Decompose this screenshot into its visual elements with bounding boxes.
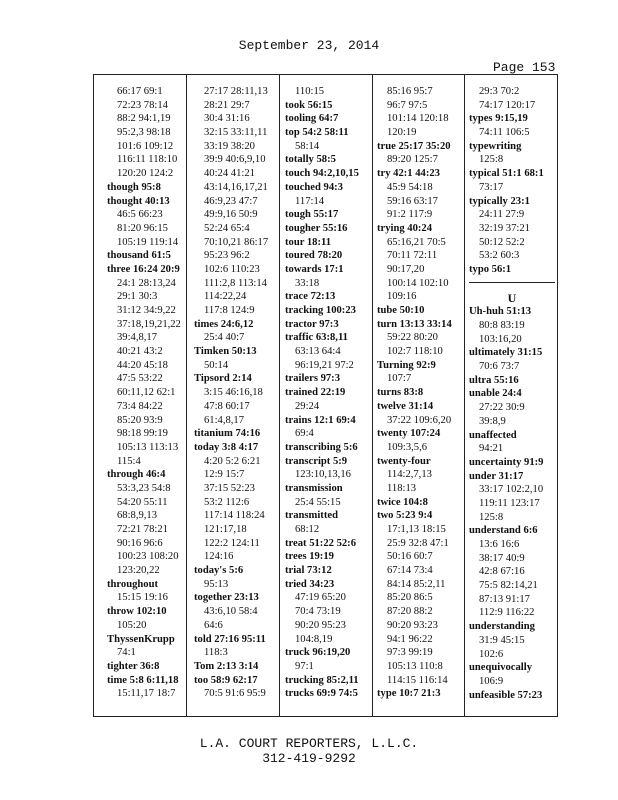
index-entry-term: twelve 31:14	[377, 400, 434, 412]
index-entry-locator: 97:3 99:19	[387, 647, 433, 659]
index-entry-term: understand 6:6	[469, 525, 538, 537]
index-entry-locator: 58:14	[295, 140, 320, 152]
index-entry-locator: 90:17,20	[387, 263, 425, 275]
index-entry-locator: 70:5 91:6 95:9	[204, 688, 266, 700]
index-entry-term: tougher 55:16	[285, 222, 348, 234]
index-entry-term: twenty 107:24	[377, 428, 441, 440]
index-entry-term: tube 50:10	[377, 305, 425, 316]
index-entry-locator: 50:14	[204, 359, 229, 371]
index-entry-locator: 46:5 66:23	[117, 209, 163, 221]
index-entry-locator: 27:22 30:9	[479, 402, 525, 414]
index-entry-term: typewriting	[469, 140, 522, 152]
index-entry-term: transmitted	[285, 510, 338, 522]
index-entry-locator: 33:18	[295, 277, 320, 289]
index-entry-term: totally 58:5	[285, 154, 336, 166]
index-entry-locator: 46:9,23 47:7	[204, 195, 258, 207]
index-entry-term: Tom 2:13 3:14	[194, 660, 259, 672]
deposition-date: September 23, 2014	[238, 38, 380, 53]
index-entry-locator: 120:20 124:2	[117, 168, 174, 180]
index-entry-locator: 91:2 117:9	[387, 209, 433, 221]
index-column-2	[194, 85, 279, 716]
index-entry-locator: 123:10,13,16	[295, 469, 351, 481]
index-entry-locator: 118:3	[204, 647, 228, 659]
index-entry-locator: 87:13 91:17	[479, 593, 530, 605]
index-entry-locator: 25:9 32:8 47:1	[387, 537, 449, 549]
index-entry-locator: 102:6	[479, 648, 504, 660]
index-entry-term: three 16:24 20:9	[107, 263, 180, 275]
index-entry-term: typically 23:1	[469, 195, 530, 207]
index-entry-locator: 96:7 97:5	[387, 99, 428, 111]
index-entry-locator: 32:19 37:21	[479, 222, 530, 234]
index-entry-locator: 17:1,13 18:15	[387, 524, 446, 535]
index-entry-locator: 33:17 102:2,10	[479, 484, 544, 496]
index-entry-locator: 53:2 112:6	[204, 496, 250, 508]
index-entry-locator: 115:4	[117, 455, 141, 467]
index-entry-term: Uh-huh 51:13	[469, 306, 532, 318]
index-entry-locator: 89:20 125:7	[387, 154, 438, 166]
index-entry-locator: 112:9 116:22	[479, 607, 535, 619]
index-entry-locator: 96:19,21 97:2	[295, 359, 354, 371]
index-entry-term: unable 24:4	[469, 388, 522, 400]
index-column-3	[285, 85, 371, 716]
index-entry-term: turn 13:13 33:14	[377, 318, 452, 330]
index-entry-locator: 70:11 72:11	[387, 250, 438, 262]
index-entry-locator: 90:20 93:23	[387, 619, 438, 631]
index-entry-locator: 68:12	[295, 524, 320, 535]
index-entry-term: tooling 64:7	[285, 113, 339, 125]
index-entry-term: turns 83:8	[377, 387, 424, 399]
index-entry-locator: 90:20 95:23	[295, 619, 346, 631]
index-entry-locator: 74:11 106:5	[479, 127, 530, 139]
page-number: Page 153	[493, 60, 556, 75]
index-entry-locator: 15:11,17 18:7	[117, 688, 176, 700]
index-entry-term: trying 40:24	[377, 222, 433, 234]
index-entry-locator: 120:19	[387, 127, 417, 139]
index-entry-locator: 123:20,22	[117, 565, 160, 577]
index-entry-locator: 114:2,7,13	[387, 469, 432, 481]
index-entry-term: together 23:13	[194, 592, 259, 604]
index-entry-locator: 119:11 123:17	[479, 497, 540, 509]
index-entry-locator: 33:19 38:20	[204, 140, 255, 152]
index-entry-locator: 72:23 78:14	[117, 99, 168, 111]
index-entry-locator: 109:16	[387, 291, 417, 303]
index-entry-term: Tipsord 2:14	[194, 373, 252, 385]
index-entry-locator: 98:18 99:19	[117, 428, 168, 440]
index-entry-locator: 109:3,5,6	[387, 441, 428, 453]
index-entry-term: today 3:8 4:17	[194, 441, 259, 453]
index-entry-term: treat 51:22 52:6	[285, 537, 356, 549]
index-entry-locator: 73:17	[479, 181, 504, 193]
index-entry-term: truck 96:19,20	[285, 647, 351, 659]
index-entry-locator: 49:9,16 50:9	[204, 209, 258, 221]
index-entry-locator: 101:6 109:12	[117, 140, 174, 152]
index-entry-locator: 43:6,10 58:4	[204, 606, 258, 618]
index-entry-locator: 42:8 67:16	[479, 566, 525, 578]
index-entry-locator: 37:15 52:23	[204, 482, 255, 494]
index-entry-locator: 106:9	[479, 675, 504, 687]
index-entry-term: through 46:4	[107, 469, 166, 481]
index-entry-term: uncertainty 91:9	[469, 456, 544, 468]
index-entry-term: typical 51:1 68:1	[469, 168, 544, 180]
index-entry-term: typo 56:1	[469, 263, 512, 275]
index-entry-term: transcribing 5:6	[285, 441, 358, 453]
index-entry-locator: 105:13 110:8	[387, 660, 443, 672]
index-entry-locator: 39:9 40:6,9,10	[204, 154, 266, 166]
column-divider	[186, 75, 187, 716]
index-entry-locator: 43:14,16,17,21	[204, 181, 268, 193]
index-entry-locator: 81:20 96:15	[117, 222, 168, 234]
index-entry-term: trial 73:12	[285, 565, 332, 577]
index-entry-locator: 40:24 41:21	[204, 168, 255, 180]
index-entry-term: Turning 92:9	[377, 359, 436, 371]
index-column-1	[107, 85, 192, 716]
index-entry-locator: 90:16 96:6	[117, 537, 163, 549]
index-entry-term: told 27:16 95:11	[194, 633, 266, 645]
index-entry-locator: 67:14 73:4	[387, 565, 433, 577]
index-entry-locator: 50:12 52:2	[479, 236, 525, 248]
index-entry-locator: 3:15 46:16,18	[204, 387, 263, 399]
index-entry-locator: 31:9 45:15	[479, 634, 525, 646]
index-column-5	[469, 85, 555, 716]
index-column-4	[377, 85, 463, 716]
index-entry-term: understanding	[469, 621, 535, 633]
index-entry-locator: 70:6 73:7	[479, 361, 520, 373]
index-entry-locator: 12:9 15:7	[204, 469, 245, 481]
index-entry-term: ultimately 31:15	[469, 347, 543, 359]
index-entry-locator: 29:1 30:3	[117, 291, 158, 303]
index-entry-locator: 94:21	[479, 443, 504, 455]
index-entry-locator: 95:2,3 98:18	[117, 127, 171, 139]
index-entry-locator: 68:8,9,13	[117, 510, 158, 522]
index-entry-term: trains 12:1 69:4	[285, 414, 356, 426]
index-entry-locator: 28:21 29:7	[204, 99, 250, 111]
index-entry-locator: 95:13	[204, 578, 229, 590]
index-entry-locator: 117:14	[295, 195, 325, 207]
index-entry-locator: 100:23 108:20	[117, 551, 179, 563]
index-entry-locator: 59:16 63:17	[387, 195, 438, 207]
index-entry-term: twenty-four	[377, 455, 431, 467]
index-entry-locator: 87:20 88:2	[387, 606, 433, 618]
index-entry-locator: 39:8,9	[479, 415, 506, 427]
index-entry-locator: 101:14 120:18	[387, 113, 449, 125]
index-entry-locator: 80:8 83:19	[479, 320, 525, 331]
index-entry-locator: 45:9 54:18	[387, 181, 433, 193]
index-entry-locator: 75:5 82:14,21	[479, 580, 538, 592]
index-entry-term: throughout	[107, 578, 159, 590]
index-entry-term: tough 55:17	[285, 209, 339, 221]
index-entry-term: tried 34:23	[285, 578, 335, 590]
word-index-table	[93, 74, 558, 717]
index-entry-locator: 105:19 119:14	[117, 236, 179, 248]
index-entry-locator: 85:16 95:7	[387, 86, 433, 97]
index-entry-locator: 97:1	[295, 660, 314, 672]
footer-company: L.A. COURT REPORTERS, L.L.C.	[199, 736, 419, 751]
index-entry-locator: 69:4	[295, 428, 314, 440]
index-entry-locator: 100:14 102:10	[387, 277, 449, 289]
index-entry-term: tracking 100:23	[285, 305, 356, 316]
index-entry-term: transmission	[285, 482, 343, 494]
index-entry-locator: 50:16 60:7	[387, 551, 433, 563]
index-entry-locator: 37:22 109:6,20	[387, 414, 452, 426]
index-entry-term: twice 104:8	[377, 496, 428, 508]
index-entry-locator: 37:18,19,21,22	[117, 318, 181, 330]
index-entry-term: towards 17:1	[285, 263, 344, 275]
index-entry-locator: 39:4,8,17	[117, 332, 158, 344]
index-entry-term: unequivocally	[469, 662, 532, 674]
index-entry-locator: 63:13 64:4	[295, 346, 341, 358]
index-entry-term: transcript 5:9	[285, 455, 348, 467]
index-entry-locator: 118:13	[387, 482, 417, 494]
index-entry-locator: 4:20 5:2 6:21	[204, 455, 261, 467]
index-entry-locator: 85:20 86:5	[387, 592, 433, 604]
index-entry-locator: 111:2,8 113:14	[204, 277, 267, 289]
index-entry-locator: 38:17 40:9	[479, 552, 525, 564]
index-entry-term: unfeasible 57:23	[469, 689, 543, 701]
index-entry-locator: 64:6	[204, 619, 223, 631]
index-entry-locator: 27:17 28:11,13	[204, 86, 268, 97]
column-divider	[464, 75, 465, 716]
index-entry-locator: 121:17,18	[204, 524, 247, 535]
index-entry-term: type 10:7 21:3	[377, 688, 441, 700]
index-section-letter: U	[507, 290, 517, 305]
index-entry-locator: 53:3,23 54:8	[117, 482, 171, 494]
index-entry-term: too 58:9 62:17	[194, 674, 258, 686]
index-entry-locator: 13:6 16:6	[479, 539, 520, 550]
index-entry-locator: 54:20 55:11	[117, 496, 168, 508]
index-entry-term: time 5:8 6:11,18	[107, 674, 179, 686]
index-entry-locator: 29:24	[295, 400, 320, 412]
index-entry-locator: 52:24 65:4	[204, 222, 250, 234]
index-entry-term: trained 22:19	[285, 387, 346, 399]
index-entry-term: Timken 50:13	[194, 346, 257, 358]
index-entry-locator: 15:15 19:16	[117, 592, 168, 604]
index-entry-locator: 66:17 69:1	[117, 86, 163, 97]
column-divider	[279, 75, 280, 716]
index-entry-locator: 117:8 124:9	[204, 305, 255, 316]
index-entry-term: ThyssenKrupp	[107, 633, 175, 645]
index-entry-term: throw 102:10	[107, 606, 167, 618]
index-entry-locator: 103:16,20	[479, 333, 522, 345]
index-entry-locator: 102:7 118:10	[387, 346, 443, 358]
index-entry-term: trucking 85:2,11	[285, 674, 359, 686]
index-entry-locator: 60:11,12 62:1	[117, 387, 176, 399]
index-entry-locator: 59:22 80:20	[387, 332, 438, 344]
index-entry-locator: 53:2 60:3	[479, 250, 520, 262]
index-entry-locator: 117:14 118:24	[204, 510, 265, 522]
index-entry-locator: 74:17 120:17	[479, 99, 536, 111]
index-entry-locator: 125:8	[479, 511, 504, 523]
index-entry-locator: 65:16,21 70:5	[387, 236, 446, 248]
footer-phone: 312-419-9292	[262, 751, 356, 766]
index-entry-term: thousand 61:5	[107, 250, 171, 262]
index-entry-term: true 25:17 35:20	[377, 140, 451, 152]
index-entry-term: though 95:8	[107, 181, 161, 193]
index-entry-locator: 116:11 118:10	[117, 154, 178, 166]
index-entry-term: under 31:17	[469, 470, 524, 482]
index-entry-term: trucks 69:9 74:5	[285, 688, 358, 700]
index-entry-term: tour 18:11	[285, 236, 332, 248]
index-entry-term: tractor 97:3	[285, 318, 339, 330]
index-entry-locator: 84:14 85:2,11	[387, 578, 446, 590]
index-entry-term: trace 72:13	[285, 291, 336, 303]
index-entry-locator: 110:15	[295, 86, 325, 97]
index-entry-locator: 70:4 73:19	[295, 606, 341, 618]
index-entry-term: two 5:23 9:4	[377, 510, 433, 522]
index-entry-locator: 70:10,21 86:17	[204, 236, 269, 248]
index-entry-locator: 47:5 53:22	[117, 373, 163, 385]
index-entry-locator: 25:4 40:7	[204, 332, 245, 344]
index-entry-locator: 114:22,24	[204, 291, 247, 303]
index-entry-locator: 122:2 124:11	[204, 537, 260, 549]
index-entry-locator: 24:11 27:9	[479, 209, 525, 221]
index-entry-term: types 9:15,19	[469, 113, 528, 125]
index-entry-locator: 47:8 60:17	[204, 400, 250, 412]
index-entry-locator: 102:6 110:23	[204, 263, 260, 275]
index-entry-locator: 114:15 116:14	[387, 674, 448, 686]
index-entry-term: top 54:2 58:11	[285, 127, 349, 139]
index-entry-locator: 61:4,8,17	[204, 414, 245, 426]
index-entry-locator: 44:20 45:18	[117, 359, 168, 371]
index-entry-locator: 88:2 94:1,19	[117, 113, 171, 125]
index-entry-locator: 95:23 96:2	[204, 250, 250, 262]
index-entry-term: traffic 63:8,11	[285, 332, 348, 344]
index-entry-term: toured 78:20	[285, 250, 343, 262]
index-entry-locator: 94:1 96:22	[387, 633, 433, 645]
index-entry-term: trees 19:19	[285, 551, 334, 563]
index-entry-locator: 73:4 84:22	[117, 400, 163, 412]
index-entry-term: unaffected	[469, 429, 517, 441]
index-entry-term: trailers 97:3	[285, 373, 341, 385]
index-entry-locator: 104:8,19	[295, 633, 333, 645]
index-entry-locator: 74:1	[117, 647, 136, 659]
index-entry-term: thought 40:13	[107, 195, 170, 207]
index-entry-term: times 24:6,12	[194, 318, 254, 330]
index-entry-term: try 42:1 44:23	[377, 168, 440, 180]
index-entry-term: took 56:15	[285, 99, 333, 111]
index-entry-locator: 40:21 43:2	[117, 346, 163, 358]
index-entry-term: today's 5:6	[194, 565, 244, 577]
index-entry-locator: 29:3 70:2	[479, 86, 520, 97]
index-entry-locator: 25:4 55:15	[295, 496, 341, 508]
index-entry-locator: 105:20	[117, 619, 147, 631]
index-entry-locator: 72:21 78:21	[117, 524, 168, 535]
index-entry-locator: 107:7	[387, 373, 412, 385]
index-entry-locator: 85:20 93:9	[117, 414, 163, 426]
column-divider	[372, 75, 373, 716]
index-entry-locator: 32:15 33:11,11	[204, 127, 268, 139]
index-entry-term: touch 94:2,10,15	[285, 168, 359, 180]
index-entry-locator: 30:4 31:16	[204, 113, 250, 125]
index-entry-term: touched 94:3	[285, 181, 343, 193]
index-entry-locator: 24:1 28:13,24	[117, 277, 176, 289]
index-entry-locator: 125:8	[479, 154, 504, 166]
index-entry-locator: 31:12 34:9,22	[117, 305, 176, 316]
index-entry-term: ultra 55:16	[469, 374, 519, 386]
index-entry-term: titanium 74:16	[194, 428, 261, 440]
index-entry-term: tighter 36:8	[107, 660, 160, 672]
index-entry-locator: 105:13 113:13	[117, 441, 179, 453]
index-entry-locator: 47:19 65:20	[295, 592, 346, 604]
index-entry-locator: 124:16	[204, 551, 234, 563]
